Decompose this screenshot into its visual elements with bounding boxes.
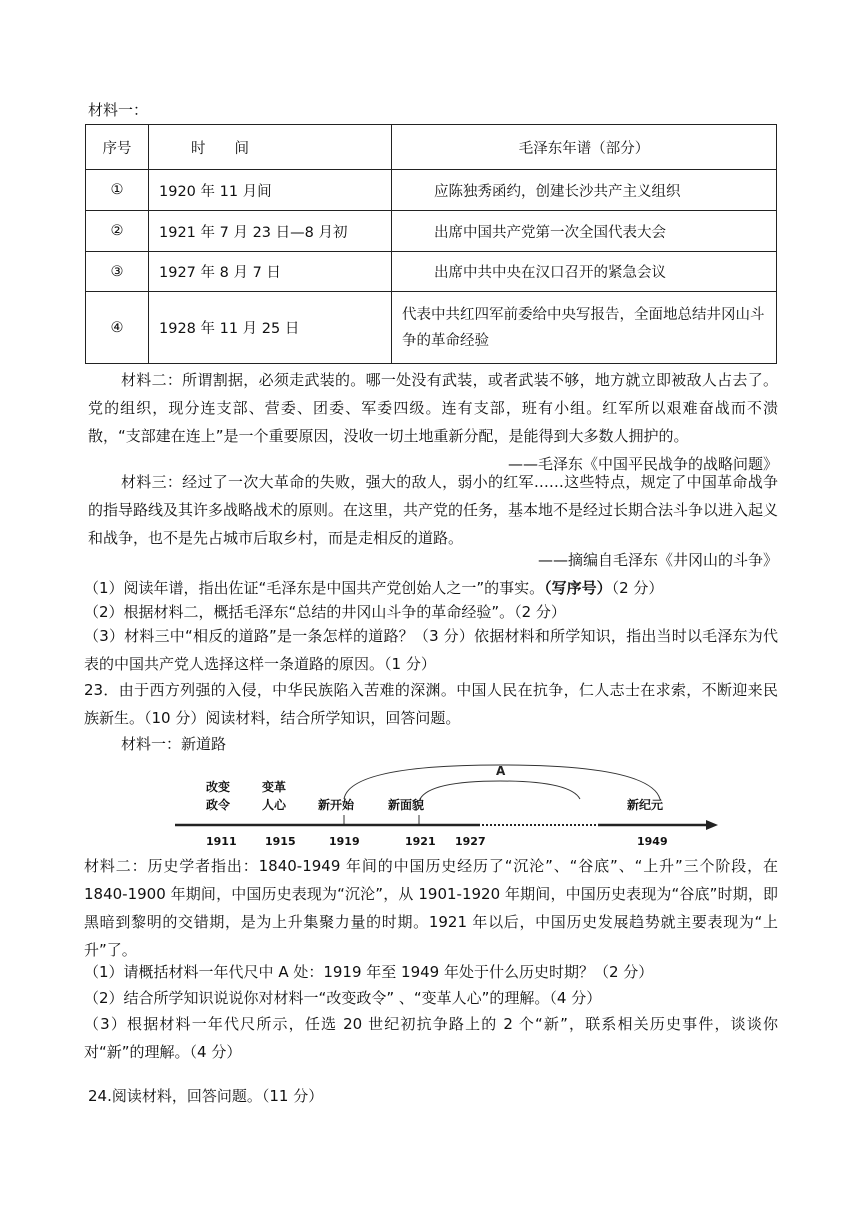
arc-inner	[420, 781, 580, 799]
year-1927: 1927	[455, 835, 486, 848]
year-1915: 1915	[265, 835, 296, 848]
q23-question-3: （3）根据材料一年代尺所示，任选 20 世纪初抗争路上的 2 个“新”，联系相关历史事件，谈谈你对“新”的理解。（4 分）	[84, 1015, 778, 1061]
label-gaibian: 改变	[206, 780, 231, 794]
table-row	[86, 170, 777, 211]
q23-question-1: （1）请概括材料一年代尺中 A 处：1919 年至 1949 年处于什么历史时期？（2 分）	[84, 963, 654, 981]
material-2-source: ——毛泽东《中国平民战争的战略问题》	[507, 455, 778, 473]
material-3-source: ——摘编自毛泽东《井冈山的斗争》	[537, 551, 778, 569]
material-2-text: 材料二：所谓割据，必须走武装的。哪一处没有武装，或者武装不够，地方就立即被敌人占去了。党的组织，现分连支部、营委、团委、军委四级。连有支部，班有小组。红军所以艰难奋战而不溃散，“支部建在连上”是一个重要原因，没收一切土地重新分配，是能得到大多数人拥护的。	[88, 371, 778, 445]
arc-label: A	[496, 764, 506, 778]
row-time: 1920 年 11 月间	[149, 170, 392, 211]
label-biange: 变革	[262, 780, 287, 794]
row-time: 1928 年 11 月 25 日	[149, 292, 392, 364]
row-no: ②	[86, 211, 149, 252]
row-event: 出席中共中央在汉口召开的紧急会议	[392, 252, 777, 292]
year-1911: 1911	[206, 835, 237, 848]
q23-material-1-label: 材料一：新道路	[121, 735, 227, 753]
mao-chronology-table	[85, 124, 777, 364]
q23-intro: 23．由于西方列强的入侵，中华民族陷入苦难的深渊。中国人民在抗争，仁人志士在求索，不断迎来民族新生。（10 分）阅读材料，结合所学知识，回答问题。	[84, 681, 778, 727]
row-event: 出席中国共产党第一次全国代表大会	[392, 211, 777, 252]
label-zhengling: 政令	[206, 798, 231, 812]
header-chronology: 毛泽东年谱（部分）	[392, 125, 777, 170]
timeline-ruler	[0, 757, 860, 852]
table-header-row	[86, 125, 777, 170]
row-event: 代表中共红四军前委给中央写报告，全面地总结井冈山斗争的革命经验	[392, 292, 777, 364]
q24-intro: 24.阅读材料，回答问题。（11 分）	[88, 1087, 324, 1105]
row-no: ③	[86, 252, 149, 292]
header-time: 时 间	[149, 125, 392, 170]
q22-question-2: （2）根据材料二，概括毛泽东“总结的井冈山斗争的革命经验”。（2 分）	[84, 603, 566, 621]
table-row	[86, 292, 777, 364]
label-xinjiyuan: 新纪元	[627, 798, 664, 812]
row-no: ①	[86, 170, 149, 211]
table-row	[86, 252, 777, 292]
year-1919: 1919	[329, 835, 360, 848]
row-no: ④	[86, 292, 149, 364]
row-time: 1921 年 7 月 23 日—8 月初	[149, 211, 392, 252]
row-time: 1927 年 8 月 7 日	[149, 252, 392, 292]
label-xinkaishi: 新开始	[318, 798, 355, 812]
q22-question-3: （3）材料三中“相反的道路”是一条怎样的道路？（3 分）依据材料和所学知识，指出当时以毛泽东为代表的中国共产党人选择这样一条道路的原因。（1 分）	[84, 627, 778, 673]
q23-question-2: （2）结合所学知识说说你对材料一“改变政令” 、“变革人心”的理解。（4 分）	[84, 989, 602, 1007]
row-event: 应陈独秀函约，创建长沙共产主义组织	[392, 170, 777, 211]
label-xinmianmao: 新面貌	[388, 798, 425, 812]
material-3-text: 材料三：经过了一次大革命的失败，强大的敌人，弱小的红军……这些特点，规定了中国革命战争的指导路线及其许多战略战术的原则。在这里，共产党的任务，基本地不是经过长期合法斗争以进入起义和战争，也不是先占城市后取乡村，而是走相反的道路。	[88, 473, 779, 547]
year-1921: 1921	[405, 835, 436, 848]
axis-arrow	[706, 820, 718, 830]
header-no: 序号	[86, 125, 149, 170]
q22-question-1: （1）阅读年谱，指出佐证“毛泽东是中国共产党创始人之一”的事实。（写序号）（2 分）	[84, 579, 664, 597]
q23-material-2: 材料二：历史学者指出：1840-1949 年间的中国历史经历了“沉沦”、“谷底”、“上升”三个阶段，在 1840-1900 年期间，中国历史表现为“沉沦”，从 1901-1920 年期间，中国历史表现为“谷底”时期，即黑暗到黎明的交错期，是为上升集聚力量的时期。1921 年以后，中国历史发展趋势就主要表现为“上升”了。	[84, 857, 778, 959]
label-renxin: 人心	[262, 798, 287, 812]
table-row	[86, 211, 777, 252]
material-1-label: 材料一：	[88, 101, 149, 119]
year-1949: 1949	[637, 835, 668, 848]
